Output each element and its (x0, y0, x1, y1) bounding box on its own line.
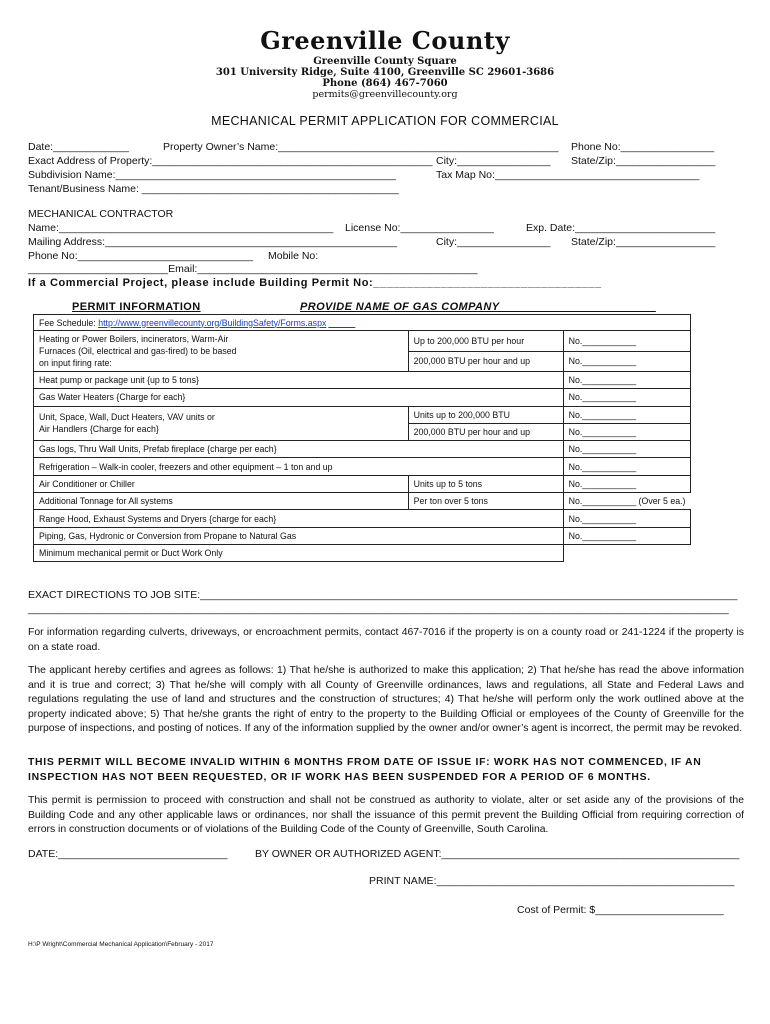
print-name-field[interactable]: PRINT NAME:___________________________________________________ (369, 875, 735, 887)
certification-paragraph: The applicant hereby certifies and agrees as follows: 1) That he/she is authorized to make this application; 2) That he/she has read the above information and it is true and correct; 3) That he/she will comply with all County of Greenville ordinances, laws and regulations, all State and Federal Laws and regulations regulating the use of land and structures and the construction of structures; 4) That he/she will perform only the work outlined above at the property indicated above; 5) That he/she grants the right of entry to the property to the Building Official or employees of the County of Greenville for the purpose of inspections, and posting of notices. If any of the information supplied by the owner and/or owner’s agent is incorrect, the permit may be revoked. (28, 665, 744, 734)
contractor-name-field[interactable]: Name:_______________________________________________ (28, 222, 334, 234)
unit-heaters-line-1: Unit, Space, Wall, Duct Heaters, VAV units or (39, 412, 215, 423)
unit-heaters-line-2: Air Handlers {Charge for each} (39, 424, 159, 435)
date-field[interactable]: Date:_____________ (28, 141, 130, 153)
quantity-field[interactable]: No.___________ (563, 389, 690, 406)
table-row (34, 389, 691, 406)
owner-name-field[interactable]: Property Owner’s Name:________________________________________________ (163, 141, 559, 153)
boilers-line-2: Furnaces (Oil, electrical and gas-fired) to be based (39, 346, 237, 356)
state-zip-field[interactable]: State/Zip:_________________ (571, 155, 716, 167)
additional-tonnage-cell: Additional Tonnage for All systems (34, 493, 409, 510)
quantity-field[interactable]: No.___________ (563, 423, 690, 440)
license-field[interactable]: License No:________________ (345, 222, 494, 234)
piping-cell: Piping, Gas, Hydronic or Conversion from Propane to Natural Gas (34, 527, 564, 544)
unit-heaters-cell (34, 406, 409, 441)
address-line-2: 301 University Ridge, Suite 4100, Greenville SC 29601-3686 (215, 67, 555, 78)
btu-and-up-cell: 200,000 BTU per hour and up (408, 351, 563, 372)
quantity-field[interactable]: No.___________ (563, 527, 690, 544)
city-field[interactable]: City:________________ (436, 155, 551, 167)
property-address-field[interactable]: Exact Address of Property:________________________________________________ (28, 155, 433, 167)
directions-field[interactable]: EXACT DIRECTIONS TO JOB SITE:____________________________________________________________________________________________ (28, 589, 738, 601)
btu-up-to-cell: Up to 200,000 BTU per hour (408, 331, 563, 352)
range-hood-cell: Range Hood, Exhaust Systems and Dryers {charge for each} (34, 510, 564, 527)
mobile-field[interactable]: Mobile No: (268, 250, 319, 262)
gas-logs-cell: Gas logs, Thru Wall Units, Prefab fireplace {charge per each} (34, 441, 564, 458)
phone-field[interactable]: Phone No:________________ (571, 141, 715, 153)
table-row (34, 544, 691, 561)
units-up-to-cell: Units up to 200,000 BTU (408, 406, 563, 423)
empty-cell (563, 544, 690, 561)
email-field[interactable]: ________________________Email:________________________________________________ (28, 263, 478, 275)
contractor-state-zip-field[interactable]: State/Zip:_________________ (571, 236, 716, 248)
email-line: permits@greenvillecounty.org (312, 89, 458, 100)
building-permit-field[interactable]: If a Commercial Project, please include Building Permit No:__________________________________ (28, 277, 602, 289)
footer-path: H:\P Wright\Commercial Mechanical Application\February - 2017 (28, 941, 214, 948)
quantity-field[interactable]: No.___________ (563, 372, 690, 389)
permit-info-heading: PERMIT INFORMATION (72, 301, 201, 313)
contractor-heading: MECHANICAL CONTRACTOR (28, 208, 174, 220)
culverts-paragraph: For information regarding culverts, driveways, or encroachment permits, contact 467-7016 if the property is on a county road or 241-1224 if the property is on a state road. (28, 627, 744, 653)
gas-company-field[interactable]: PROVIDE NAME OF GAS COMPANY________________________ (300, 301, 656, 313)
quantity-field[interactable]: No.___________ (563, 351, 690, 372)
table-row (34, 527, 691, 544)
form-title: MECHANICAL PERMIT APPLICATION FOR COMMERCIAL (211, 114, 559, 128)
table-row (34, 510, 691, 527)
permit-fee-table (33, 314, 691, 562)
quantity-field[interactable]: No.___________ (563, 475, 690, 492)
signature-date-field[interactable]: DATE:_____________________________ (28, 848, 228, 860)
units-and-up-cell: 200,000 BTU per hour and up (408, 423, 563, 440)
minimum-permit-cell: Minimum mechanical permit or Duct Work Only (34, 544, 564, 561)
exp-date-field[interactable]: Exp. Date:________________________ (526, 222, 716, 234)
table-row (34, 493, 691, 510)
table-row (34, 331, 691, 352)
mailing-address-field[interactable]: Mailing Address:__________________________________________________ (28, 236, 398, 248)
cost-of-permit-field[interactable]: Cost of Permit: $______________________ (517, 904, 724, 916)
quantity-field[interactable]: No.___________ (563, 441, 690, 458)
permission-paragraph: This permit is permission to proceed with construction and shall not be construed as authority to violate, alter or set aside any of the provisions of the Building Code and any other applicable laws or ordinances, nor shall the issuance of this permit prevent the Building Official from requiring correction of errors in construction documents or of violations of the Building Code of the County of Greenville, South Carolina. (28, 795, 744, 835)
air-conditioner-cell: Air Conditioner or Chiller (34, 475, 409, 492)
fee-schedule-cell (34, 315, 691, 331)
boilers-line-3: on input firing rate: (39, 358, 112, 368)
contractor-city-field[interactable]: City:________________ (436, 236, 551, 248)
table-row (34, 315, 691, 331)
quantity-field[interactable]: No.___________ (563, 458, 690, 475)
heat-pump-cell: Heat pump or package unit {up to 5 tons} (34, 372, 564, 389)
boilers-cell (34, 331, 409, 372)
address-line-1: Greenville County Square (313, 56, 457, 67)
ac-units-cell: Units up to 5 tons (408, 475, 563, 492)
boilers-line-1: Heating or Power Boilers, incinerators, Warm-Air (39, 334, 229, 344)
agent-signature-field[interactable]: BY OWNER OR AUTHORIZED AGENT:___________________________________________________ (255, 848, 740, 860)
table-row (34, 475, 691, 492)
contractor-phone-field[interactable]: Phone No:______________________________ (28, 250, 253, 262)
tenant-field[interactable]: Tenant/Business Name: ____________________________________________ (28, 183, 399, 195)
county-title: Greenville County (260, 26, 510, 55)
per-ton-cell: Per ton over 5 tons (408, 493, 563, 510)
table-row (34, 458, 691, 475)
gas-water-heaters-cell: Gas Water Heaters {Charge for each} (34, 389, 564, 406)
quantity-field[interactable]: No.___________ (563, 331, 690, 352)
table-row (34, 372, 691, 389)
fee-schedule-link[interactable]: http://www.greenvillecounty.org/BuildingSafety/Forms.aspx (98, 317, 327, 328)
invalid-warning: THIS PERMIT WILL BECOME INVALID WITHIN 6 MONTHS FROM DATE OF ISSUE IF: WORK HAS NOT COMMENCED, IF AN INSPECTION HAS NOT BEEN REQUESTED, OR IF WORK HAS BEEN SUSPENDED FOR A PERIOD OF 6 MONTHS. (28, 757, 702, 783)
subdivision-field[interactable]: Subdivision Name:________________________________________________ (28, 169, 396, 181)
tax-map-field[interactable]: Tax Map No:___________________________________ (436, 169, 700, 181)
quantity-field[interactable]: No.___________ (Over 5 ea.) (563, 493, 690, 510)
refrigeration-cell: Refrigeration – Walk-in cooler, freezers and other equipment – 1 ton and up (34, 458, 564, 475)
quantity-field[interactable]: No.___________ (563, 510, 690, 527)
fee-schedule-label: Fee Schedule: (39, 317, 99, 328)
table-row (34, 406, 691, 423)
phone-line: Phone (864) 467-7060 (322, 78, 448, 89)
quantity-field[interactable]: No.___________ (563, 406, 690, 423)
table-row (34, 441, 691, 458)
directions-field-line-2[interactable]: ________________________________________________________________________________________________________________________ (28, 603, 729, 615)
